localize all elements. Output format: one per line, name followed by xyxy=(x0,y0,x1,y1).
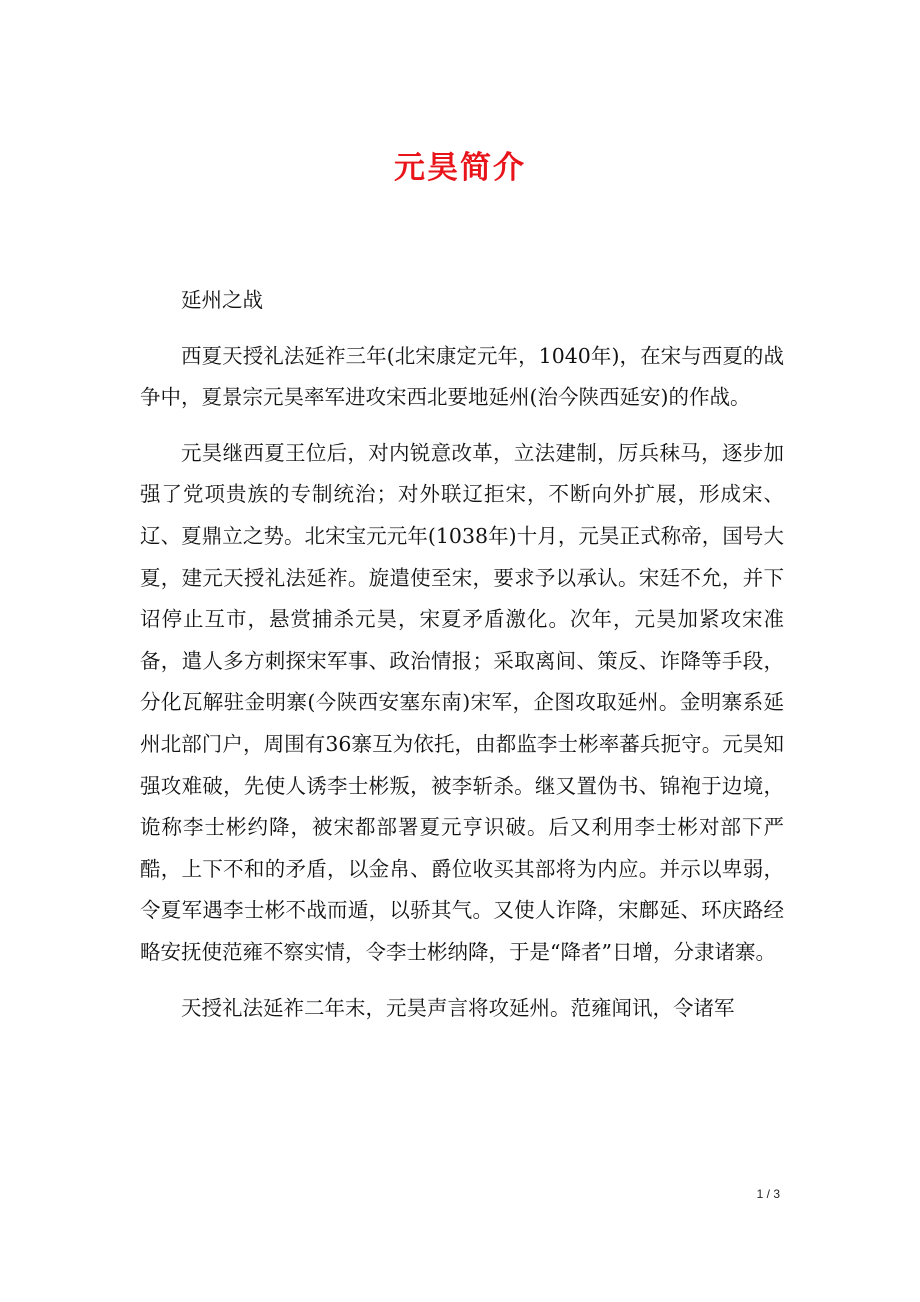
page-number: 1 / 3 xyxy=(756,1187,780,1201)
paragraph: 天授礼法延祚二年末，元昊声言将攻延州。范雍闻讯，令诸军 xyxy=(181,995,735,1020)
section-heading: 延州之战 xyxy=(181,288,263,312)
document-body xyxy=(140,280,784,1043)
document-title: 元昊简介 xyxy=(394,150,526,186)
paragraph: 西夏天授礼法延祚三年(北宋康定元年，1040年)，在宋与西夏的战争中，夏景宗元昊率军进攻宋西北要地延州(治今陕西延安)的作战。 xyxy=(140,343,784,410)
paragraph: 元昊继西夏王位后，对内锐意改革，立法建制，厉兵秣马，逐步加强了党项贵族的专制统治；对外联辽拒宋，不断向外扩展，形成宋、辽、夏鼎立之势。北宋宝元元年(1038年)十月，元昊正式称帝，国号大夏，建元天授礼法延祚。旋遣使至宋，要求予以承认。宋廷不允，并下诏停止互市，悬赏捕杀元昊，宋夏矛盾激化。次年，元昊加紧攻宋准备，遣人多方刺探宋军事、政治情报；采取离间、策反、诈降等手段，分化瓦解驻金明寨(今陕西安塞东南)宋军，企图攻取延州。金明寨系延州北部门户，周围有36寨互为依托，由都监李士彬率蕃兵扼守。元昊知强攻难破，先使人诱李士彬叛，被李斩杀。继又置伪书、锦袍于边境，诡称李士彬约降，被宋都部署夏元亨识破。后又利用李士彬对部下严酷，上下不和的矛盾，以金帛、爵位收买其部将为内应。并示以卑弱，令夏军遇李士彬不战而遁，以骄其气。又使人诈降，宋鄜延、环庆路经略安抚使范雍不察实情，令李士彬纳降，于是“降者”日增，分隶诸寨。 xyxy=(140,440,784,964)
